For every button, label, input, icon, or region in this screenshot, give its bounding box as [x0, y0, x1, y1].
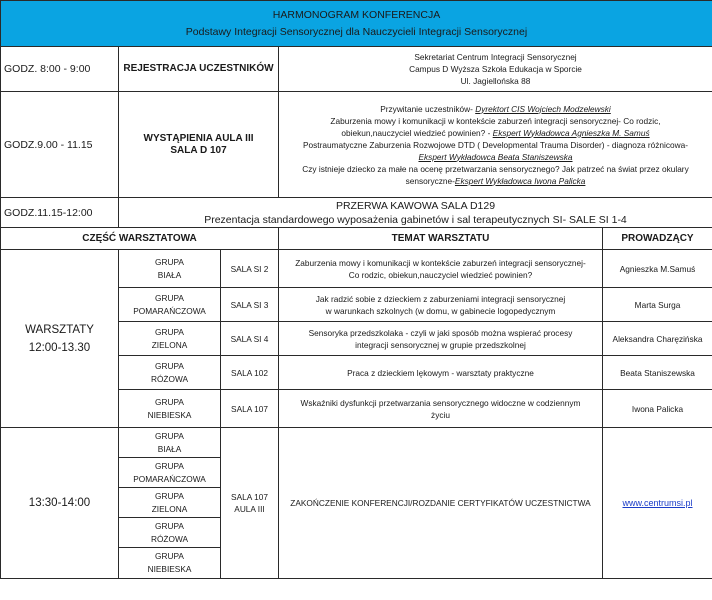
speech-line: Ekspert Wykładowca Beata Staniszewska	[418, 151, 573, 162]
closing-group: GRUPA ZIELONA	[119, 488, 221, 518]
closing-group: GRUPA RÓŻOWA	[119, 518, 221, 548]
closing-group: GRUPA BIAŁA	[119, 428, 221, 458]
header-row	[1, 1, 712, 47]
closing-topic: ZAKOŃCZENIE KONFERENCJI/ROZDANIE CERTYFIKATÓW UCZESTNICTWA	[279, 428, 603, 579]
speech-line: Postraumatyczne Zaburzenia Rozwojowe DTD ( Developmental Trauma Disorder) - diagnoza różnicowa-	[302, 139, 689, 150]
workshop-topic: Wskaźniki dysfunkcji przetwarzania sensorycznego widoczne w codziennym życiu	[279, 390, 603, 428]
workshop-topic: Sensoryka przedszkolaka - czyli w jaki sposób można wspierać procesy integracji sensorycznej w grupie przedszkolnej	[279, 322, 603, 356]
workshop-room: SALA SI 2	[221, 250, 279, 288]
col-topic: TEMAT WARSZTATU	[279, 228, 603, 250]
workshop-group: GRUPA ZIELONA	[119, 322, 221, 356]
speech-line: obiekun,nauczyciel wiedzieć powinien? - Ekspert Wykładowca Agnieszka M. Samuś	[341, 127, 650, 138]
break-info: PRZERWA KAWOWA SALA D129 Prezentacja standardowego wyposażenia gabinetów i sal terapeutycznych SI- SALE SI 1-4	[119, 198, 712, 228]
closing-link-cell	[603, 428, 712, 579]
col-leaders: PROWADZĄCY	[603, 228, 712, 250]
page-subtitle: Podstawy Integracji Sensorycznej dla Nauczycieli Integracji Sensorycznej	[185, 25, 528, 38]
workshop-group: GRUPA RÓŻOWA	[119, 356, 221, 390]
workshop-room: SALA 107	[221, 390, 279, 428]
col-workshop-part: CZĘŚĆ WARSZTATOWA	[1, 228, 279, 250]
closing-group: GRUPA POMARAŃCZOWA	[119, 458, 221, 488]
website-link[interactable]: www.centrumsi.pl	[622, 498, 693, 508]
speech-line: Zaburzenia mowy i komunikacji w kontekście zaburzeń integracji sensorycznej- Co rodzic,	[330, 115, 661, 126]
workshop-header-row	[1, 228, 712, 250]
workshop-room: SALA SI 4	[221, 322, 279, 356]
speeches-program	[279, 92, 712, 198]
header-banner	[1, 1, 712, 47]
closing-group: GRUPA NIEBIESKA	[119, 548, 221, 579]
closing-time: 13:30-14:00	[1, 428, 119, 579]
registration-info: Sekretariat Centrum Integracji Sensorycznej Campus D Wyższa Szkoła Edukacja w Sporcie Ul. Jagiellońska 88	[279, 47, 712, 92]
speech-line: Czy istnieje dziecko za małe na ocenę przetwarzania sensorycznego? Jak patrzeć na świat przez okulary	[302, 163, 689, 174]
registration-label: REJESTRACJA UCZESTNIKÓW	[119, 47, 279, 92]
registration-row	[1, 47, 712, 92]
break-row	[1, 198, 712, 228]
workshops-time: WARSZTATY 12:00-13.30	[1, 250, 119, 428]
workshop-group: GRUPA NIEBIESKA	[119, 390, 221, 428]
workshop-leader: Iwona Palicka	[603, 390, 712, 428]
speech-line: sensoryczne-Ekspert Wykładowca Iwona Palicka	[405, 175, 586, 186]
workshop-topic: Zaburzenia mowy i komunikacji w kontekście zaburzeń integracji sensorycznej- Co rodzic, obiekun,nauczyciel wiedzieć powinien?	[279, 250, 603, 288]
workshop-room: SALA SI 3	[221, 288, 279, 322]
workshop-leader: Marta Surga	[603, 288, 712, 322]
workshop-group: GRUPA POMARAŃCZOWA	[119, 288, 221, 322]
table-row	[1, 250, 712, 288]
closing-row	[1, 428, 712, 458]
workshop-leader: Agnieszka M.Samuś	[603, 250, 712, 288]
closing-room: SALA 107 AULA III	[221, 428, 279, 579]
workshop-group: GRUPA BIAŁA	[119, 250, 221, 288]
speech-line: Przywitanie uczestników- Dyrektort CIS Wojciech Modzelewski	[380, 103, 611, 114]
speeches-label: WYSTĄPIENIA AULA III SALA D 107	[119, 92, 279, 198]
workshop-room: SALA 102	[221, 356, 279, 390]
workshop-leader: Aleksandra Charęzińska	[603, 322, 712, 356]
workshop-topic: Jak radzić sobie z dzieckiem z zaburzeniami integracji sensorycznej w warunkach szkolnych (w domu, w gabinecie logopedycznym	[279, 288, 603, 322]
speeches-time: GODZ.9.00 - 11.15	[1, 92, 119, 198]
workshop-topic: Praca z dzieckiem lękowym - warsztaty praktyczne	[279, 356, 603, 390]
break-time: GODZ.11.15-12:00	[1, 198, 119, 228]
page-title: HARMONOGRAM KONFERENCJA	[272, 8, 441, 21]
workshop-leader: Beata Staniszewska	[603, 356, 712, 390]
registration-time: GODZ. 8:00 - 9:00	[1, 47, 119, 92]
speeches-row	[1, 92, 712, 198]
